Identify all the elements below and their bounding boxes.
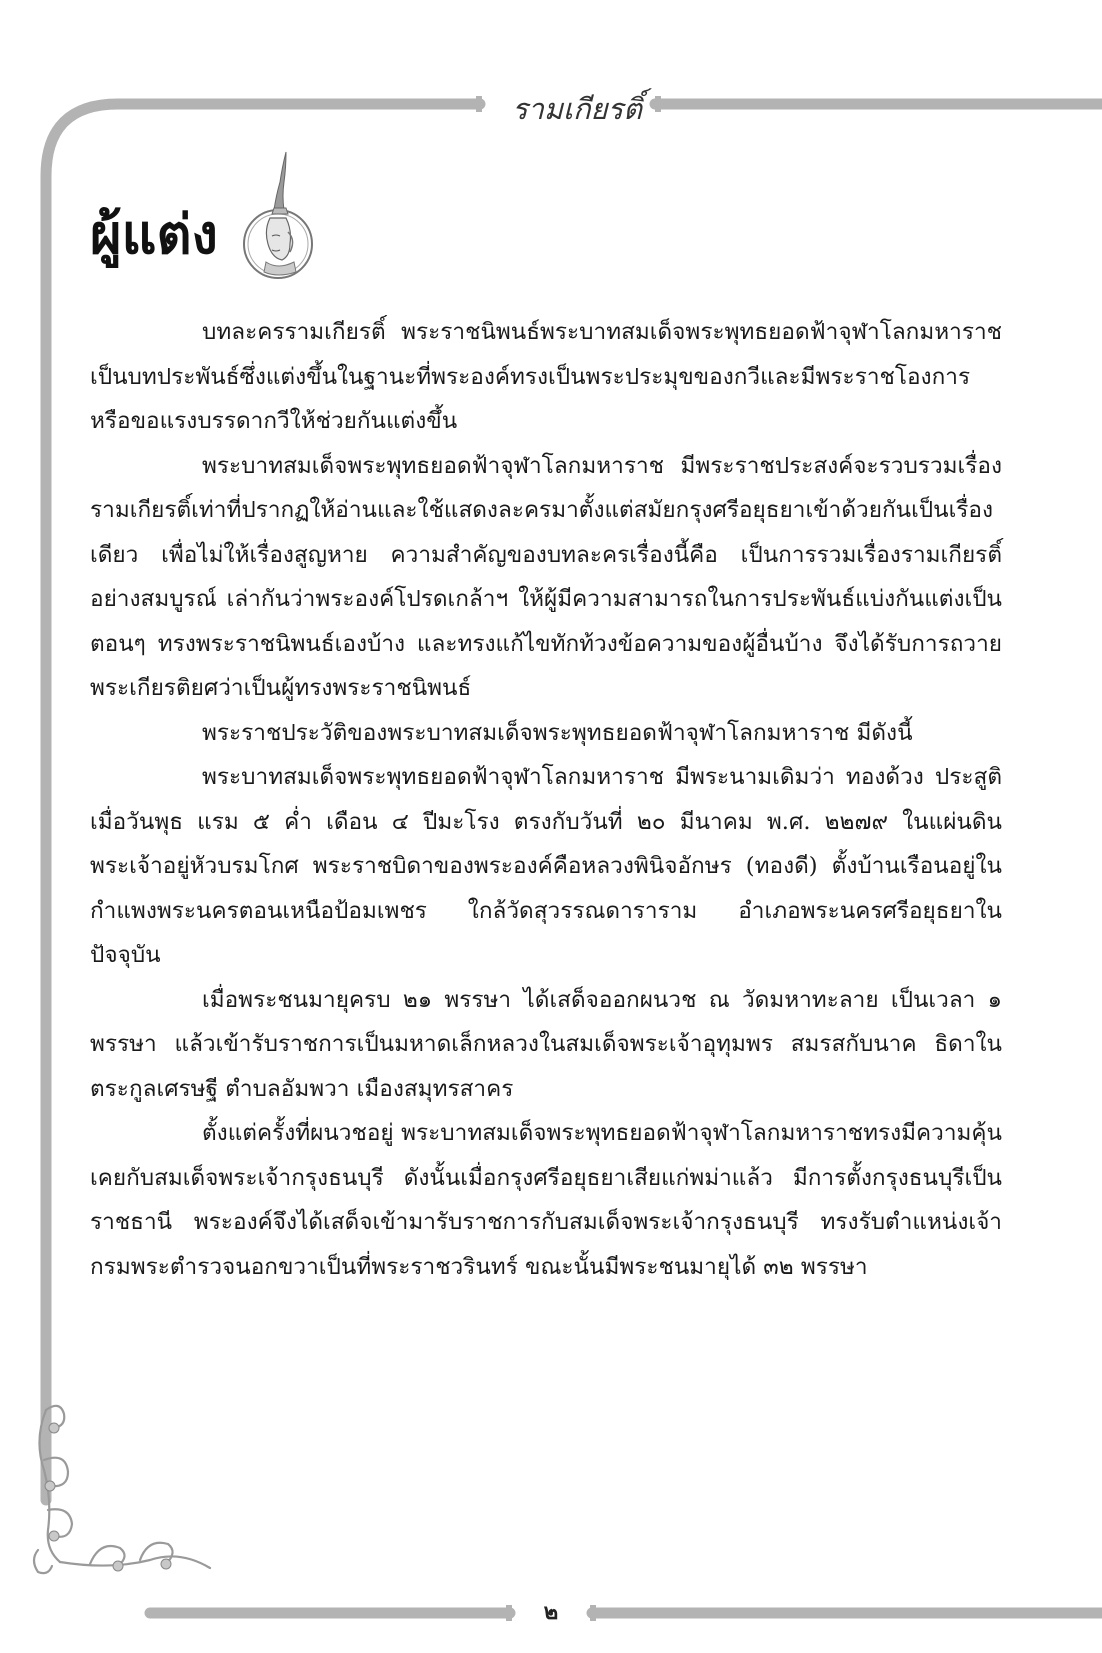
paragraph: พระบาทสมเด็จพระพุทธยอดฟ้าจุฬาโลกมหาราช มีพระนามเดิมว่า ทองด้วง ประสูติเมื่อวันพุธ แรม ๕ ค่ำ เดือน ๔ ปีมะโรง ตรงกับวันที่ ๒๐ มีนาคม พ.ศ. ๒๒๗๙ ในแผ่นดินพระเจ้าอยู่หัวบรมโกศ พระราชบิดาของพระองค์คือหลวงพินิจอักษร (ทองดี) ตั้งบ้านเรือนอยู่ในกำแพงพระนครตอนเหนือป้อมเพชร ใกล้วัดสุวรรณดาราราม อำเภอพระนครศรีอยุธยาในปัจจุบัน xyxy=(90,764,1002,968)
paragraph: เมื่อพระชนมายุครบ ๒๑ พรรษา ได้เสด็จออกผนวช ณ วัดมหาทะลาย เป็นเวลา ๑ พรรษา แล้วเข้ารับราชการเป็นมหาดเล็กหลวงในสมเด็จพระเจ้าอุทุมพร สมรสกับนาค ธิดาในตระกูลเศรษฐี ตำบลอัมพวา เมืองสมุทรสาคร xyxy=(90,986,1002,1102)
paragraph: พระบาทสมเด็จพระพุทธยอดฟ้าจุฬาโลกมหาราช มีพระราชประสงค์จะรวบรวมเรื่องรามเกียรติ์เท่าที่ปรากฏให้อ่านและใช้แสดงละครมาตั้งแต่สมัยกรุงศรีอยุธยาเข้าด้วยกันเป็นเรื่องเดียว เพื่อไม่ให้เรื่องสูญหาย ความสำคัญของบทละครเรื่องนี้คือ เป็นการรวมเรื่องรามเกียรติ์อย่างสมบูรณ์ เล่ากันว่าพระองค์โปรดเกล้าฯ ให้ผู้มีความสามารถในการประพันธ์แบ่งกันแต่งเป็นตอนๆ ทรงพระราชนิพนธ์เองบ้าง และทรงแก้ไขทักท้วงข้อความของผู้อื่นบ้าง จึงได้รับการถวายพระเกียรติยศว่าเป็นผู้ทรงพระราชนิพนธ์ xyxy=(90,452,1002,701)
body-text xyxy=(90,310,1002,1289)
deity-head-emblem-icon xyxy=(236,148,316,288)
running-header: รามเกียรติ์ xyxy=(512,92,642,126)
paragraph: ตั้งแต่ครั้งที่ผนวชอยู่ พระบาทสมเด็จพระพุทธยอดฟ้าจุฬาโลกมหาราชทรงมีความคุ้นเคยกับสมเด็จพระเจ้ากรุงธนบุรี ดังนั้นเมื่อกรุงศรีอยุธยาเสียแก่พม่าแล้ว มีการตั้งกรุงธนบุรีเป็นราชธานี พระองค์จึงได้เสด็จเข้ามารับราชการกับสมเด็จพระเจ้ากรุงธนบุรี ทรงรับตำแหน่งเจ้ากรมพระตำรวจนอกขวาเป็นที่พระราชวรินทร์ ขณะนั้นมีพระชนมายุได้ ๓๒ พรรษา xyxy=(90,1120,1002,1280)
section-title: ผู้แต่ง xyxy=(90,203,218,266)
page-number: ๒ xyxy=(519,1595,583,1631)
floral-ornament-icon xyxy=(30,1400,220,1580)
paragraph: บทละครรามเกียรติ์ พระราชนิพนธ์พระบาทสมเด็จพระพุทธยอดฟ้าจุฬาโลกมหาราช เป็นบทประพันธ์ซึ่งแต่งขึ้นในฐานะที่พระองค์ทรงเป็นพระประมุขของกวีและมีพระราชโองการหรือขอแรงบรรดากวีให้ช่วยกันแต่งขึ้น xyxy=(90,319,1002,434)
paragraph: พระราชประวัติของพระบาทสมเด็จพระพุทธยอดฟ้าจุฬาโลกมหาราช มีดังนี้ xyxy=(202,719,913,746)
